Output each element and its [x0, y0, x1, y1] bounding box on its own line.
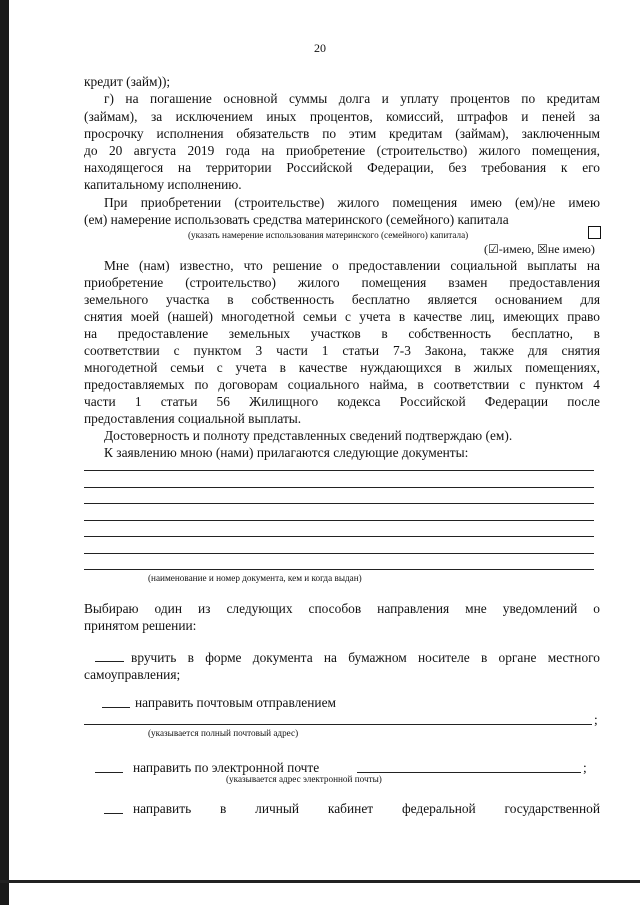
para-g-line-6: находящегося на территории Российской Федерации, без требования к его [84, 160, 600, 175]
doc-line-2[interactable] [84, 487, 594, 488]
confirm-line: Достоверность и полноту представленных сведений подтверждаю (ем). [104, 428, 513, 443]
capital-hint: (указать намерение использования материнского (семейного) капитала) [188, 230, 469, 240]
option-paper-blank[interactable] [95, 661, 124, 662]
page-number: 20 [314, 41, 326, 55]
doc-line-1[interactable] [84, 470, 594, 471]
doc-line-4[interactable] [84, 520, 594, 521]
cross-mark-icon: ☒ [537, 242, 548, 256]
para-g-line-4: просрочку исполнения обязательств по этим кредитам (займам), заключенным [84, 126, 600, 141]
known-line-4: снятия моей (нашей) многодетной семьи с учета в качестве лиц, имеющих право [84, 309, 600, 324]
known-line-9: части 1 статьи 56 Жилищного кодекса Российской Федерации после [84, 394, 600, 409]
known-line-1: Мне (нам) известно, что решение о предоставлении социальной выплаты на [104, 258, 600, 273]
known-line-6: соответствии с пунктом 3 части 1 статьи 7-3 Закона, также для снятия [84, 343, 600, 358]
notify-line-2: принятом решении: [84, 618, 197, 633]
option-paper-line-1: вручить в форме документа на бумажном носителе в органе местного [131, 650, 600, 665]
option-post-label: направить почтовым отправлением [135, 695, 336, 710]
option-email-hint: (указывается адрес электронной почты) [226, 774, 382, 784]
option-post-blank[interactable] [102, 707, 130, 708]
capital-line-2: (ем) намерение использовать средства материнского (семейного) капитала [84, 212, 509, 227]
scan-bottom-edge [0, 880, 640, 883]
para-g-line-1: кредит (займ)); [84, 74, 171, 89]
para-g-line-2: г) на погашение основной суммы долга и уплату процентов по кредитам [104, 91, 600, 106]
option-email-blank[interactable] [95, 772, 123, 773]
para-g-line-5: до 20 августа 2019 года на приобретение (строительство) жилого помещения, [84, 143, 600, 158]
notify-line-1: Выбираю один из следующих способов направления мне уведомлений о [84, 601, 600, 616]
para-g-line-7: капитальному исполнению. [84, 177, 242, 192]
doc-line-6[interactable] [84, 553, 594, 554]
known-line-8: предоставляемых по договорам социального найма, в соответствии с пунктом 4 [84, 377, 600, 392]
legend-open: ( [484, 242, 488, 256]
doc-line-7[interactable] [84, 569, 594, 570]
legend-not-have: не имею) [547, 242, 595, 256]
option-cabinet-line-1: направить в личный кабинет федеральной государственной [133, 801, 600, 816]
option-post-hint: (указывается полный почтовый адрес) [148, 728, 299, 738]
known-line-10: предоставления социальной выплаты. [84, 411, 302, 426]
doc-line-5[interactable] [84, 536, 594, 537]
option-paper-line-2: самоуправления; [84, 667, 181, 682]
email-address-line[interactable] [357, 772, 581, 773]
capital-legend [484, 241, 595, 258]
doc-line-3[interactable] [84, 503, 594, 504]
option-post-end: ; [594, 712, 598, 727]
known-line-5: на предоставление земельных участков в собственность бесплатно, в [84, 326, 600, 341]
attach-line: К заявлению мною (нами) прилагаются следующие документы: [104, 445, 469, 460]
known-line-2: приобретение (строительство) жилого помещения взамен предоставления [84, 275, 600, 290]
known-line-7: многодетной семьи с учета в качестве нуждающихся в жилых помещениях, [84, 360, 600, 375]
capital-line-1: При приобретении (строительстве) жилого помещения имею (ем)/не имею [104, 195, 600, 210]
legend-have: -имею, [498, 242, 535, 256]
option-email-label: направить по электронной почте [133, 760, 320, 775]
scan-left-edge [0, 0, 9, 905]
option-cabinet-blank[interactable] [104, 813, 123, 814]
known-line-3: земельного участка в собственность бесплатно является основанием для [84, 292, 600, 307]
post-address-line[interactable] [84, 724, 592, 725]
option-email-end: ; [583, 760, 587, 775]
capital-intent-checkbox[interactable] [588, 226, 601, 239]
docs-hint: (наименование и номер документа, кем и когда выдан) [148, 573, 362, 583]
check-mark-icon: ☑ [488, 242, 499, 256]
para-g-line-3: (займам), за исключением иных процентов, комиссий, штрафов и пеней за [84, 109, 600, 124]
